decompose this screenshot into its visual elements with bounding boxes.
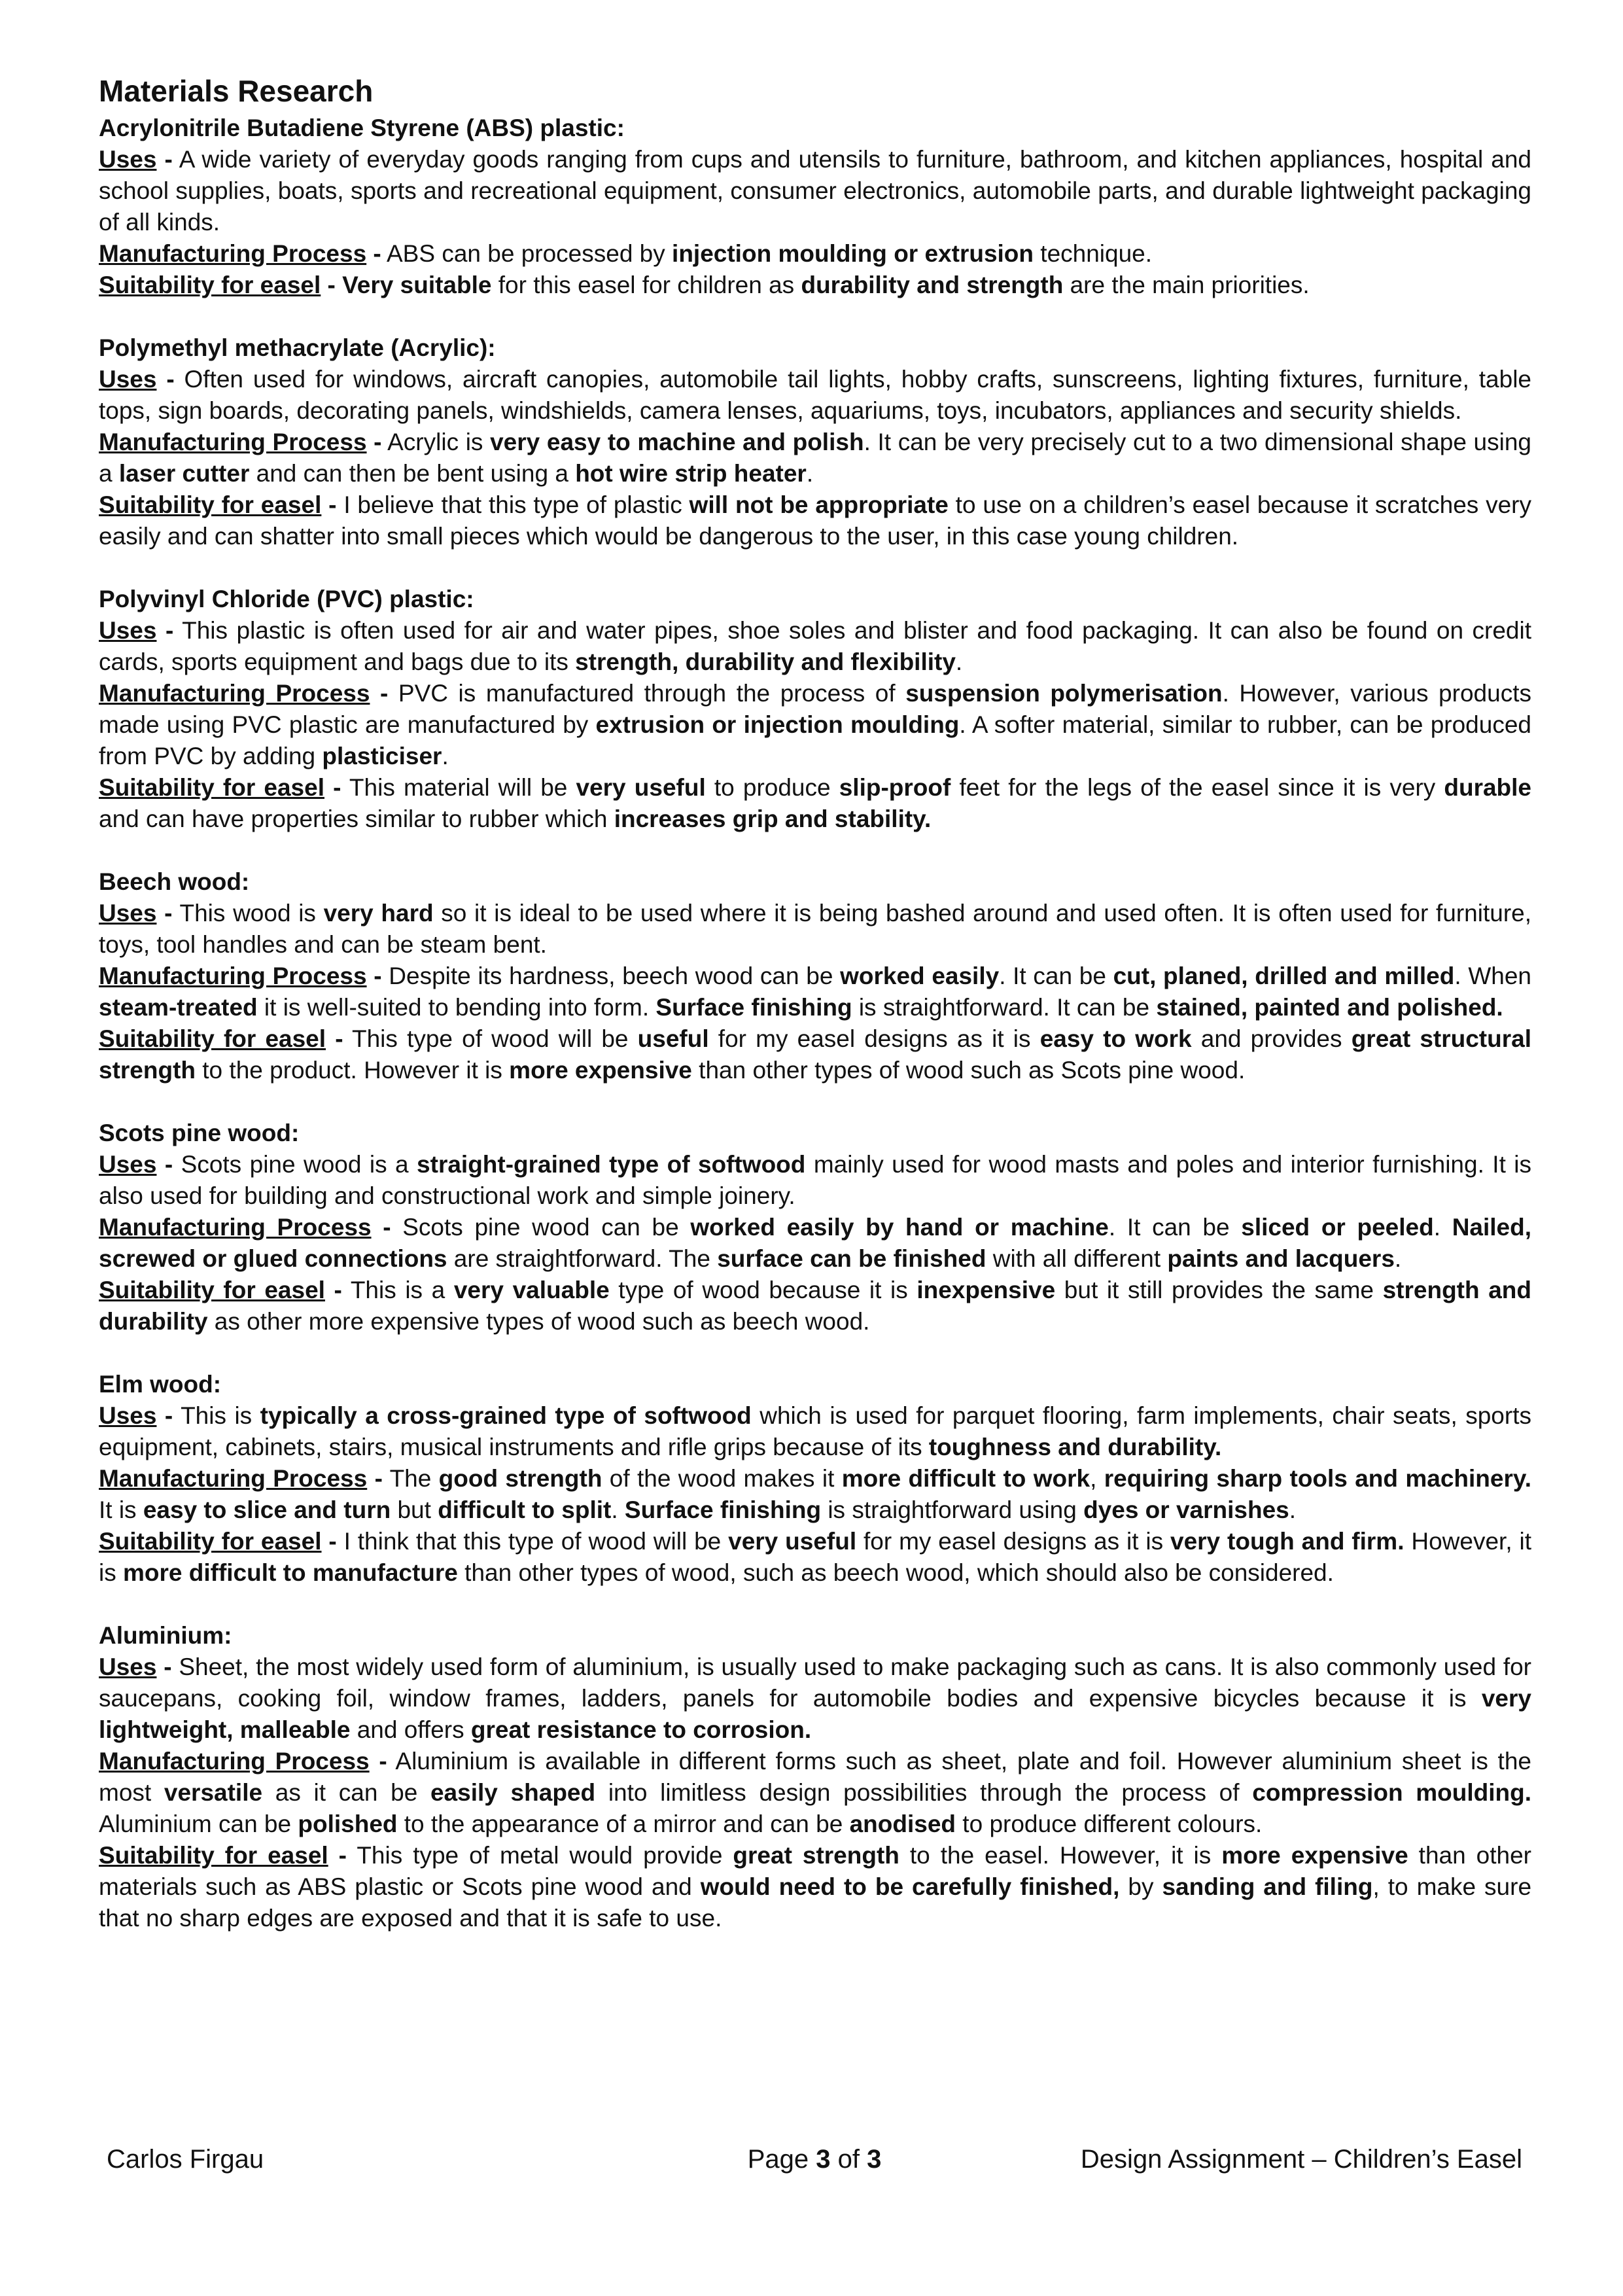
section-paragraph [99, 144, 1531, 238]
paragraph-text: This wood is [172, 900, 324, 927]
paragraph-text: technique. [1034, 240, 1153, 267]
material-section [99, 1118, 1531, 1337]
paragraph-text: and can then be bent using a [249, 460, 576, 487]
paragraph-label: Uses [99, 1402, 157, 1429]
bold-text: strength and durability [99, 1277, 1532, 1335]
footer-page-total: 3 [867, 2145, 882, 2174]
paragraph-label: Manufacturing Process [99, 680, 370, 707]
section-paragraph [99, 364, 1531, 427]
bold-text: very lightweight, malleable [99, 1685, 1531, 1743]
label-separator: - [156, 1151, 173, 1178]
label-separator: - [328, 1842, 347, 1869]
paragraph-text: than other types of wood such as Scots pine wood. [691, 1057, 1246, 1084]
section-title: Scots pine wood: [99, 1120, 300, 1146]
paragraph-text: . [955, 648, 963, 675]
label-separator: - [366, 963, 382, 989]
paragraph-text: Aluminium can be [99, 1810, 298, 1837]
paragraph-text: than other materials such as ABS plastic or Scots pine wood and [99, 1842, 1532, 1900]
paragraph-text: . [442, 743, 449, 769]
label-separator: - [324, 1277, 342, 1303]
bold-text: anodised [849, 1810, 956, 1837]
label-separator: - [371, 1214, 391, 1241]
material-section [99, 1620, 1531, 1934]
paragraph-text: which is used for parquet flooring, farm implements, chair seats, sports equipment, cabinets, stairs, musical instruments and rifle grips because of its [99, 1402, 1531, 1460]
section-paragraph [99, 427, 1531, 489]
footer-page-of: of [830, 2145, 867, 2174]
section-title: Acrylonitrile Butadiene Styrene (ABS) plastic: [99, 115, 625, 141]
paragraph-text: Often used for windows, aircraft canopies, automobile tail lights, hobby crafts, sunscreens, lighting fixtures, furniture, table tops, sign boards, decorating panels, windshields, camera lenses, aquariums, toys, incubators, appliances and security shields. [99, 366, 1531, 424]
label-separator: - [324, 774, 341, 801]
section-paragraph [99, 238, 1531, 270]
bold-text: steam-treated [99, 994, 258, 1021]
label-separator: - [156, 1653, 172, 1680]
bold-text: very useful [728, 1528, 857, 1555]
paragraph-text: . [806, 460, 814, 487]
bold-text: plasticiser [322, 743, 442, 769]
paragraph-text: but [391, 1496, 438, 1523]
bold-text: will not be appropriate [689, 491, 949, 518]
footer-page-word: Page [747, 2145, 816, 2174]
paragraph-text: However, it is [99, 1528, 1531, 1586]
paragraph-label: Uses [99, 1653, 157, 1680]
bold-text: easily shaped [430, 1779, 596, 1806]
bold-text: easy to work [1039, 1025, 1192, 1052]
bold-text: slip-proof [839, 774, 951, 801]
bold-text: inexpensive [916, 1277, 1056, 1303]
paragraph-label: Suitability for easel [99, 774, 324, 801]
bold-text: surface can be finished [717, 1245, 986, 1272]
section-paragraph [99, 1400, 1531, 1463]
bold-text: sliced or peeled [1241, 1214, 1434, 1241]
paragraph-label: Uses [99, 146, 157, 173]
bold-text: more expensive [509, 1057, 692, 1084]
bold-text: worked easily by hand or machine [690, 1214, 1109, 1241]
label-separator: - [321, 1528, 337, 1555]
paragraph-text: it is well-suited to bending into form. [257, 994, 656, 1021]
bold-text: Surface finishing [624, 1496, 822, 1523]
section-paragraph [99, 772, 1531, 835]
section-paragraph [99, 961, 1531, 1023]
section-paragraph [99, 1275, 1531, 1337]
section-paragraph [99, 898, 1531, 961]
bold-text: laser cutter [118, 460, 250, 487]
label-separator: - [321, 272, 336, 298]
section-paragraph [99, 1840, 1531, 1934]
paragraph-text: as it can be [262, 1779, 430, 1806]
paragraph-label: Suitability for easel [99, 491, 322, 518]
bold-text: good strength [438, 1465, 602, 1492]
paragraph-text: PVC is manufactured through the process of [388, 680, 906, 707]
bold-text: increases grip and stability. [614, 805, 932, 832]
paragraph-label: Manufacturing Process [99, 1465, 368, 1492]
section-paragraph [99, 1526, 1531, 1589]
section-title: Polyvinyl Chloride (PVC) plastic: [99, 586, 474, 612]
paragraph-text: than other types of wood, such as beech wood, which should also be considered. [457, 1559, 1334, 1586]
bold-text: cut, planed, drilled and milled [1113, 963, 1455, 989]
sections-container [99, 113, 1531, 1934]
paragraph-label: Uses [99, 617, 157, 644]
paragraph-text: This plastic is often used for air and water pipes, shoe soles and blister and food packaging. It can also be found on credit cards, sports equipment and bags due to its [99, 617, 1531, 675]
paragraph-text: by [1119, 1873, 1162, 1900]
bold-text: stained, painted and polished. [1156, 994, 1503, 1021]
paragraph-text: and provides [1191, 1025, 1352, 1052]
section-paragraph [99, 489, 1531, 552]
paragraph-text: is straightforward. It can be [852, 994, 1157, 1021]
paragraph-text: . It can be very precisely cut to a two dimensional shape using a [99, 429, 1532, 487]
paragraph-text: . [1394, 1245, 1402, 1272]
material-section [99, 332, 1531, 552]
paragraph-text: . When [1454, 963, 1531, 989]
paragraph-text: to use on a children’s easel because it scratches very easily and can shatter into small pieces which would be dangerous to the user, in this case young children. [99, 491, 1531, 550]
paragraph-text: Scots pine wood is a [173, 1151, 417, 1178]
bold-text: worked easily [840, 963, 1000, 989]
section-title: Beech wood: [99, 868, 250, 895]
label-separator: - [156, 617, 174, 644]
label-separator: - [326, 1025, 343, 1052]
paragraph-text: Despite its hardness, beech wood can be [381, 963, 841, 989]
bold-text: durable [1444, 774, 1532, 801]
label-separator: - [367, 1465, 383, 1492]
bold-text: toughness and durability. [928, 1434, 1222, 1460]
bold-text: useful [637, 1025, 709, 1052]
paragraph-label: Manufacturing Process [99, 429, 367, 455]
label-separator: - [366, 240, 381, 267]
bold-text: suspension polymerisation [905, 680, 1223, 707]
section-paragraph [99, 1023, 1531, 1086]
paragraph-text: Sheet, the most widely used form of aluminium, is usually used to make packaging such as cans. It is also commonly used for saucepans, cooking foil, window frames, ladders, panels for automobile bodies and expensive bicycles because it is [99, 1653, 1531, 1712]
paragraph-label: Uses [99, 366, 157, 393]
page-footer [107, 2141, 1522, 2178]
bold-text: typically a cross-grained type of softwood [260, 1402, 752, 1429]
paragraph-text: The [382, 1465, 439, 1492]
paragraph-text: to the product. However it is [196, 1057, 510, 1084]
bold-text: great resistance to corrosion. [470, 1716, 812, 1743]
material-section [99, 866, 1531, 1086]
paragraph-text: for this easel for children as [491, 272, 801, 298]
paragraph-text: . [611, 1496, 625, 1523]
bold-text: more difficult to manufacture [123, 1559, 458, 1586]
section-title: Elm wood: [99, 1371, 222, 1398]
bold-text: paints and lacquers [1167, 1245, 1395, 1272]
paragraph-text: ABS can be processed by [381, 240, 672, 267]
paragraph-text: are straightforward. The [447, 1245, 718, 1272]
paragraph-text [336, 272, 342, 298]
paragraph-text: This type of metal would provide [347, 1842, 733, 1869]
paragraph-text: This type of wood will be [343, 1025, 638, 1052]
label-separator: - [366, 429, 382, 455]
page-title: Materials Research [99, 74, 374, 108]
paragraph-label: Manufacturing Process [99, 1214, 372, 1241]
bold-text: more expensive [1221, 1842, 1408, 1869]
paragraph-text: Acrylic is [381, 429, 491, 455]
paragraph-text: as other more expensive types of wood such as beech wood. [207, 1308, 870, 1335]
label-separator: - [321, 491, 337, 518]
footer-author: Carlos Firgau [107, 2145, 264, 2174]
bold-text: polished [298, 1810, 398, 1837]
label-separator: - [156, 1402, 173, 1429]
bold-text: very easy to machine and polish [490, 429, 864, 455]
bold-text: very hard [323, 900, 434, 927]
paragraph-text: to the easel. However, it is [899, 1842, 1222, 1869]
paragraph-text: I believe that this type of plastic [336, 491, 689, 518]
paragraph-text: Scots pine wood can be [391, 1214, 691, 1241]
paragraph-text: Aluminium is available in different forms such as sheet, plate and foil. However aluminium sheet is the most [99, 1748, 1531, 1806]
section-title: Polymethyl methacrylate (Acrylic): [99, 334, 496, 361]
paragraph-text: feet for the legs of the easel since it is very [951, 774, 1444, 801]
paragraph-label: Suitability for easel [99, 1842, 328, 1869]
material-section [99, 1369, 1531, 1589]
bold-text: compression moulding. [1252, 1779, 1531, 1806]
section-paragraph [99, 615, 1531, 678]
section-paragraph [99, 678, 1531, 772]
paragraph-text: This is [173, 1402, 260, 1429]
section-paragraph [99, 1463, 1531, 1526]
section-paragraph [99, 1746, 1531, 1840]
paragraph-text: , to make sure that no sharp edges are exposed and that it is safe to use. [99, 1873, 1532, 1932]
paragraph-label: Suitability for easel [99, 1277, 325, 1303]
label-separator: - [370, 680, 389, 707]
material-section [99, 584, 1531, 835]
paragraph-text: . It can be [1108, 1214, 1242, 1241]
bold-text: more difficult to work [841, 1465, 1091, 1492]
label-separator: - [156, 366, 175, 393]
paragraph-label: Uses [99, 900, 157, 927]
bold-text: very tough and firm. [1170, 1528, 1405, 1555]
bold-text: versatile [164, 1779, 263, 1806]
paragraph-text: with all different [986, 1245, 1168, 1272]
paragraph-text: type of wood because it is [609, 1277, 917, 1303]
paragraph-text: . [1433, 1214, 1452, 1241]
bold-text: Nailed, screwed or glued connections [99, 1214, 1532, 1272]
label-separator: - [156, 146, 173, 173]
paragraph-text: It is [99, 1496, 143, 1523]
paragraph-text: for my easel designs as it is [856, 1528, 1170, 1555]
section-paragraph [99, 1212, 1531, 1275]
bold-text: hot wire strip heater [575, 460, 807, 487]
paragraph-text: for my easel designs as it is [708, 1025, 1040, 1052]
label-separator: - [156, 900, 173, 927]
paragraph-text: mainly used for wood masts and poles and interior furnishing. It is also used for building and constructional work and simple joinery. [99, 1151, 1532, 1209]
bold-text: strength, durability and flexibility [575, 648, 956, 675]
bold-text: dyes or varnishes [1083, 1496, 1289, 1523]
paragraph-label: Manufacturing Process [99, 963, 367, 989]
paragraph-text: and offers [350, 1716, 471, 1743]
paragraph-text: to the appearance of a mirror and can be [397, 1810, 850, 1837]
paragraph-label: Uses [99, 1151, 157, 1178]
paragraph-text: to produce different colours. [956, 1810, 1263, 1837]
bold-text: easy to slice and turn [143, 1496, 391, 1523]
paragraph-label: Manufacturing Process [99, 1748, 370, 1775]
bold-text: durability and strength [801, 272, 1064, 298]
bold-text: Very suitable [342, 272, 492, 298]
paragraph-text: is straightforward using [821, 1496, 1084, 1523]
paragraph-text: but it still provides the same [1055, 1277, 1383, 1303]
bold-text: difficult to split [438, 1496, 612, 1523]
paragraph-label: Suitability for easel [99, 1025, 326, 1052]
paragraph-text: This material will be [341, 774, 576, 801]
paragraph-text: A wide variety of everyday goods ranging from cups and utensils to furniture, bathroom, and kitchen appliances, hospital and school supplies, boats, sports and recreational equipment, consumer electronics, automobile parts, and durable lightweight packaging of all kinds. [99, 146, 1531, 236]
footer-page-current: 3 [816, 2145, 831, 2174]
paragraph-text: . However, various products made using PVC plastic are manufactured by [99, 680, 1531, 738]
paragraph-text: of the wood makes it [602, 1465, 842, 1492]
paragraph-text: . It can be [999, 963, 1113, 989]
footer-assignment-title: Design Assignment – Children’s Easel [1080, 2145, 1522, 2174]
paragraph-label: Manufacturing Process [99, 240, 367, 267]
paragraph-text: to produce [705, 774, 839, 801]
paragraph-label: Suitability for easel [99, 272, 321, 298]
paragraph-text: so it is ideal to be used where it is being bashed around and used often. It is often used for furniture, toys, tool handles and can be steam bent. [99, 900, 1532, 958]
paragraph-label: Suitability for easel [99, 1528, 322, 1555]
paragraph-text: I think that this type of wood will be [336, 1528, 729, 1555]
bold-text: requiring sharp tools and machinery. [1104, 1465, 1531, 1492]
paragraph-text: , [1090, 1465, 1104, 1492]
section-paragraph [99, 270, 1531, 301]
paragraph-text: . A softer material, similar to rubber, can be produced from PVC by adding [99, 711, 1531, 769]
section-paragraph [99, 1149, 1531, 1212]
document-page [99, 71, 1531, 1966]
section-paragraph [99, 1651, 1531, 1746]
label-separator: - [369, 1748, 387, 1775]
paragraph-text: are the main priorities. [1063, 272, 1310, 298]
bold-text: would need to be carefully finished, [700, 1873, 1120, 1900]
bold-text: great structural strength [99, 1025, 1531, 1084]
section-title: Aluminium: [99, 1622, 232, 1649]
bold-text: very useful [576, 774, 706, 801]
bold-text: injection moulding or extrusion [672, 240, 1034, 267]
paragraph-text: This is a [341, 1277, 454, 1303]
bold-text: Surface finishing [655, 994, 852, 1021]
paragraph-text: and can have properties similar to rubber which [99, 805, 614, 832]
bold-text: great strength [733, 1842, 899, 1869]
bold-text: very valuable [453, 1277, 610, 1303]
paragraph-text: into limitless design possibilities through the process of [595, 1779, 1253, 1806]
bold-text: sanding and filing [1162, 1873, 1373, 1900]
bold-text: straight-grained type of softwood [417, 1151, 806, 1178]
material-section [99, 113, 1531, 301]
bold-text: extrusion or injection moulding [595, 711, 960, 738]
paragraph-text: . [1289, 1496, 1297, 1523]
